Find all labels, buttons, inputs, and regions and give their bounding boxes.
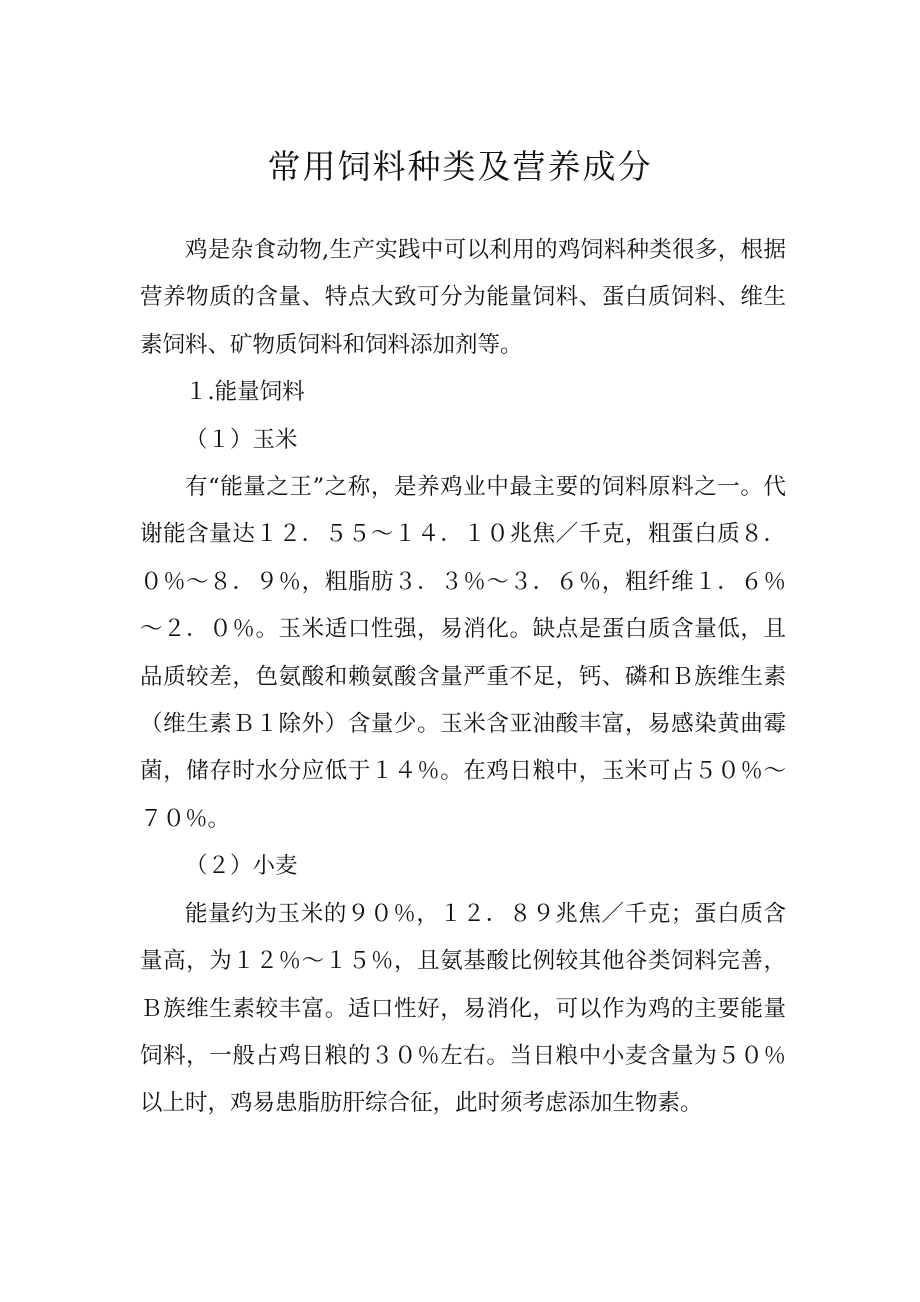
wheat-paragraph: 能量约为玉米的９０％，１２．８９兆焦／千克；蛋白质含量高，为１２％～１５％，且氨基酸比例较其他谷类饲料完善，Ｂ族维生素较丰富。适口性好，易消化，可以作为鸡的主要能量饲料，一般占鸡日粮的３０％左右。当日粮中小麦含量为５０％以上时，鸡易患脂肪肝综合征，此时须考虑添加生物素。 <box>140 900 786 1117</box>
document-title: 常用饲料种类及营养成分 <box>267 147 653 186</box>
subsection-heading-wheat: （２）小麦 <box>185 853 298 880</box>
document-body <box>140 227 786 1128</box>
intro-paragraph: 鸡是杂食动物,生产实践中可以利用的鸡饲料种类很多，根据营养物质的含量、特点大致可分为能量饲料、蛋白质饲料、维生素饲料、矿物质饲料和饲料添加剂等。 <box>140 237 786 358</box>
section-heading-energy-feed: １.能量饲料 <box>185 379 305 406</box>
subsection-heading-corn: （１）玉米 <box>185 426 298 453</box>
corn-paragraph: 有“能量之王”之称，是养鸡业中最主要的饲料原料之一。代谢能含量达１２．５５～１４．１０兆焦／千克，粗蛋白质８．０％～８．９％，粗脂肪３．３％～３．６％，粗纤维１．６％～２．０％。玉米适口性强，易消化。缺点是蛋白质含量低，且品质较差，色氨酸和赖氨酸含量严重不足，钙、磷和Ｂ族维生素（维生素Ｂ１除外）含量少。玉米含亚油酸丰富，易感染黄曲霉菌，储存时水分应低于１４％。在鸡日粮中，玉米可占５０％～７０％。 <box>140 474 786 832</box>
